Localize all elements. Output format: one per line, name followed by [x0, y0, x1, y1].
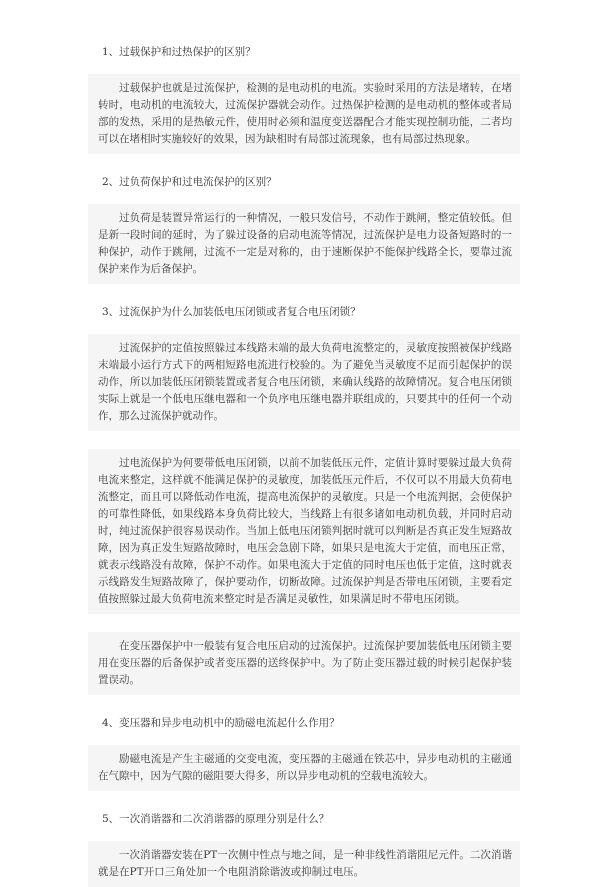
answer-4: 励磁电流是产生主磁通的交变电流，变压器的主磁通在铁芯中，异步电动机的主磁通在气隙中，因为气隙的磁阻要大得多，所以异步电动机的空载电流较大。	[88, 745, 520, 791]
answer-3-paragraph-2: 过电流保护为何要带低电压闭锁，以前不加装低压元件，定值计算时要躲过最大负荷电流来整定，这样就不能满足保护的灵敏度，加装低压元件后，不仅可以不用最大负荷电流整定，而且可以降低动作电流，提高电流保护的灵敏度。只是一个电流判据，会使保护的可靠性降低，如果线路本身负荷比较大，当线路上有很多诸如电动机负载，并同时启动时，纯过流保护很容易误动作。当加上低电压闭锁判据时就可以判断是否真正发生短路故障，因为真正发生短路故障时，电压会急剧下降，如果只是电流大于定值，而电压正常，就表示线路没有故障，保护不动作。如果电流大于定值的同时电压也低于定值，这时就表示线路发生短路故障了，保护要动作，切断故障。过流保护判是否带电压闭锁，主要看定值按照躲过最大负荷电流来整定时是否满足灵敏性，如果满足时不带电压闭锁。	[88, 449, 520, 614]
question-1: 1、过载保护和过热保护的区别？	[102, 46, 256, 58]
answer-3-paragraph-1: 过流保护的定值按照躲过本线路末端的最大负荷电流整定的，灵敏度按照被保护线路末端最小运行方式下的两相短路电流进行校验的。为了避免当灵敏度不足而引起保护的误动作，所以加装低压闭锁装置或者复合电压闭锁，来确认线路的故障情况。复合电压闭锁实际上就是一个低电压继电器和一个负序电压继电器并联组成的，只要其中的任何一个动作，那么过流保护就动作。	[88, 334, 520, 431]
answer-3-paragraph-3: 在变压器保护中一般装有复合电压启动的过流保护。过流保护要加装低电压闭锁主要用在变压器的后备保护或者变压器的送终保护中。为了防止变压器过载的时候引起保护装置误动。	[88, 632, 520, 695]
question-4: 4、变压器和异步电动机中的励磁电流起什么作用？	[102, 717, 340, 729]
answer-2: 过负荷是装置异常运行的一种情况，一般只发信号，不动作于跳闸，整定值较低。但是新一段时间的延时，为了躲过设备的启动电流等情况，过流保护是电力设备短路时的一种保护，动作于跳闸，过流不一定是对称的，由于速断保护不能保护线路全长，要靠过流保护来作为后备保护。	[88, 204, 520, 284]
question-3: 3、过流保护为什么加装低电压闭锁或者复合电压闭锁？	[102, 306, 361, 318]
question-5: 5、一次消谐器和二次消谐器的原理分别是什么？	[102, 813, 330, 825]
answer-5: 一次消谐器安装在PT一次侧中性点与地之间，是一种非线性消谐阻尼元件。二次消谐就是在PT开口三角处加一个电阻消除谐波或抑制过电压。	[88, 841, 520, 887]
question-2: 2、过负荷保护和过电流保护的区别？	[102, 176, 277, 188]
answer-1: 过载保护也就是过流保护，检测的是电动机的电流。实验时采用的方法是堵转，在堵转时，电动机的电流较大，过流保护器就会动作。过热保护检测的是电动机的整体或者局部的发热，采用的是热敏元件，使用时必须和温度变送器配合才能实现控制功能，二者均可以在堵相时实施较好的效果，因为缺相时有局部过流现象，也有局部过热现象。	[88, 74, 520, 154]
